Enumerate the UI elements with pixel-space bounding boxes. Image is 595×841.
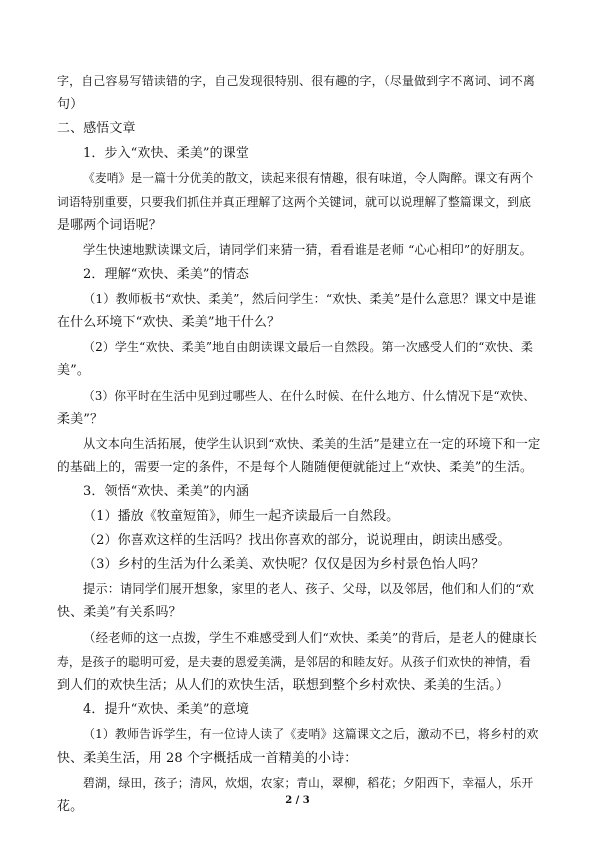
document-body <box>57 69 540 819</box>
text-line: 3．领悟“欢快、柔美”的内涵 <box>83 484 249 500</box>
text-line: 《麦哨》是一篇十分优美的散文，读起来很有情趣，很有味道，令人陶醉。课文有两个 <box>83 170 534 185</box>
text-line: 碧湖，绿田，孩子；清风，炊烟，农家；青山，翠柳，稻花；夕阳西下，幸福人，乐开 <box>83 775 534 790</box>
text-line: 字，自己容易写错读错的字，自己发现很特别、很有趣的字，（尽量做到字不离词、词不离 <box>57 74 536 88</box>
text-line: （经老师的这一点拨，学生不难感受到人们“欢快、柔美”的背后，是老人的健康长 <box>83 629 537 645</box>
text-line: 的基础上的，需要一定的条件，不是每个人随随便便就能过上“欢快、柔美”的生活。 <box>57 460 533 476</box>
text-line: 美”。 <box>57 363 90 379</box>
text-line: 花。 <box>57 799 84 815</box>
text-line: （1）教师告诉学生，有一位诗人读了《麦哨》这篇课文之后，激动不已，将乡村的欢 <box>83 727 539 742</box>
text-line: 二、感悟文章 <box>57 121 136 137</box>
text-line: 2．理解“欢快、柔美”的情态 <box>83 266 249 282</box>
text-line: 词语特别重要，只要我们抓住并真正理解了这两个关键词，就可以说理解了整篇课文，到底 <box>57 195 531 210</box>
text-line: （3）你平时在生活中见到过哪些人、在什么时候、在什么地方、什么情况下是“欢快、 <box>83 388 536 403</box>
text-line: （1）播放《牧童短笛》，师生一起齐读最后一自然段。 <box>83 508 400 524</box>
text-line: 到人们的欢快生活；从人们的欢快生活，联想到整个乡村欢快、柔美的生活。） <box>57 678 510 694</box>
text-line: （1）教师板书“欢快、柔美”，然后问学生：“欢快、柔美”是什么意思？课文中是谁 <box>83 291 537 306</box>
text-line: 从文本向生活拓展，使学生认识到“欢快、柔美的生活”是建立在一定的环境下和一定 <box>83 437 541 452</box>
text-line: （2）学生“欢快、柔美”地自由朗读课文最后一自然段。第一次感受人们的“欢快、柔 <box>83 340 533 355</box>
text-line: （2）你喜欢这样的生活吗？找出你喜欢的部分，说说理由，朗读出感受。 <box>83 532 511 548</box>
text-line: （3）乡村的生活为什么柔美、欢快呢？仅仅是因为乡村景色怡人吗？ <box>83 557 485 573</box>
text-line: 柔美”？ <box>57 411 104 427</box>
text-line: 快、柔美”有关系吗？ <box>57 605 182 621</box>
text-line: 快、柔美生活，用 28 个字概括成一首精美的小诗： <box>57 750 358 766</box>
text-line: 在什么环境下“欢快、柔美”地干什么？ <box>57 315 281 331</box>
text-line: 4．提升“欢快、柔美”的意境 <box>83 702 249 718</box>
text-line: 学生快速地默读课文后，请同学们来猜一猜，看看谁是老师 “心心相印”的好朋友。 <box>83 243 532 258</box>
text-line: 是哪两个词语呢？ <box>57 218 162 234</box>
text-line: 1．步入“欢快、柔美”的课堂 <box>83 145 249 161</box>
text-line: 寿，是孩子的聪明可爱，是夫妻的恩爱美满，是邻居的和睦友好。从孩子们欢快的神情，看 <box>57 654 531 669</box>
text-line: 提示：请同学们展开想象，家里的老人、孩子、父母，以及邻居，他们和人们的“欢 <box>83 582 534 597</box>
page-number: 2 / 3 <box>285 795 310 806</box>
text-line: 句） <box>57 97 84 113</box>
